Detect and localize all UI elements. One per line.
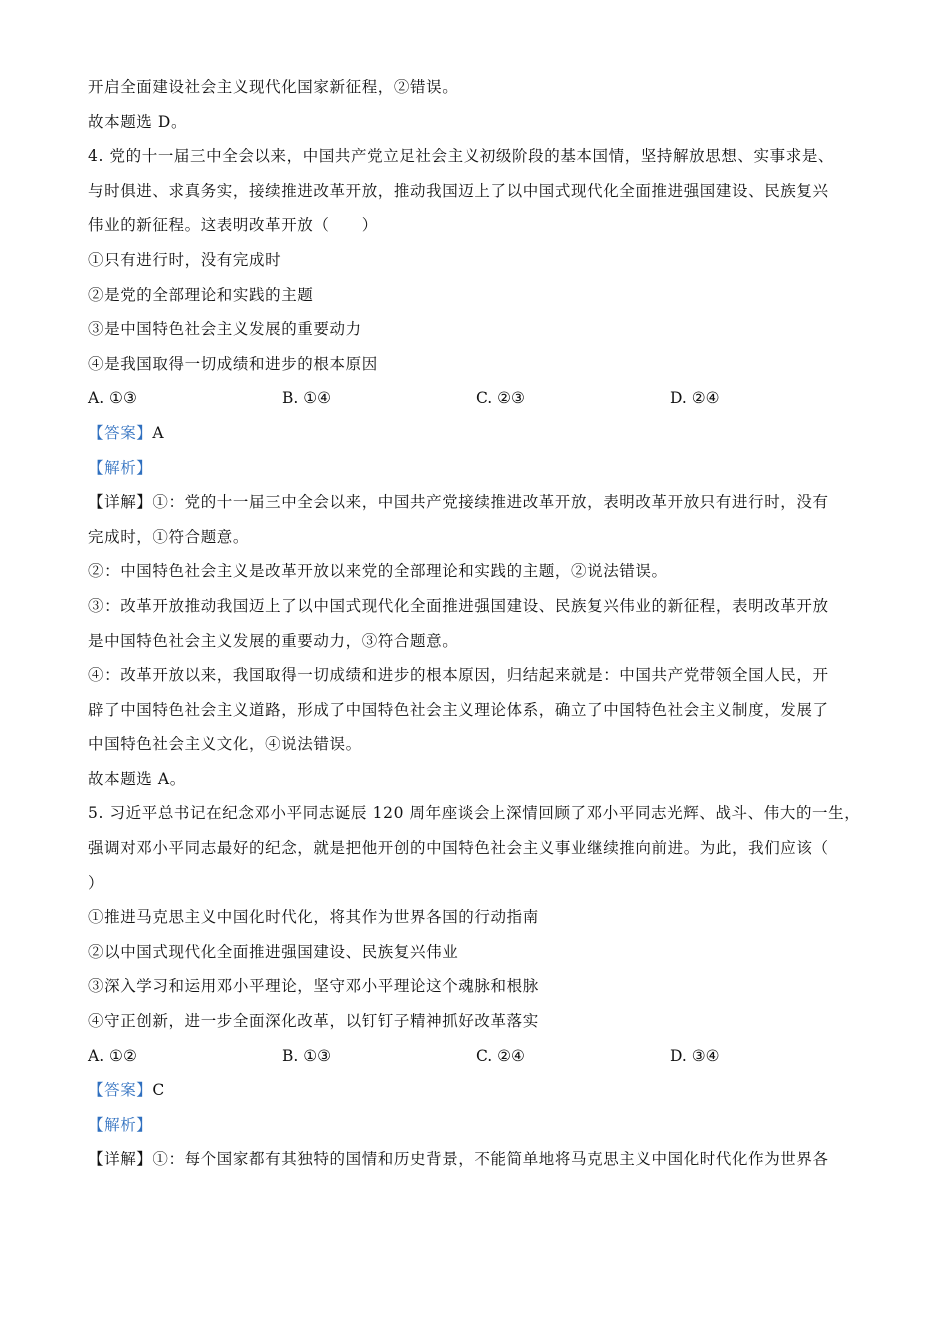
answer-tag: 【答案】 bbox=[88, 1081, 153, 1100]
detail-line: 辟了中国特色社会主义道路，形成了中国特色社会主义理论体系，确立了中国特色社会主义制度，发展了 bbox=[88, 700, 829, 719]
option-d: D. ③④ bbox=[670, 1046, 720, 1065]
conclusion-line: 故本题选 A。 bbox=[88, 769, 186, 788]
statement-1: ①推进马克思主义中国化时代化，将其作为世界各国的行动指南 bbox=[88, 908, 539, 927]
answer-value: C bbox=[152, 1081, 165, 1100]
detail-text: ①：党的十一届三中全会以来，中国共产党接续推进改革开放，表明改革开放只有进行时，没有 bbox=[152, 493, 829, 512]
detail-tag: 【详解】 bbox=[88, 1150, 153, 1169]
answer-options bbox=[88, 1039, 868, 1074]
detail-line: ④：改革开放以来，我国取得一切成绩和进步的根本原因，归结起来就是：中国共产党带领全国人民，开 bbox=[88, 666, 829, 685]
statement-1: ①只有进行时，没有完成时 bbox=[88, 250, 282, 269]
detail-line: 是中国特色社会主义发展的重要动力，③符合题意。 bbox=[88, 631, 459, 650]
option-a: A. ①③ bbox=[88, 389, 137, 408]
detail-line bbox=[88, 485, 868, 520]
analysis-tag: 【解析】 bbox=[88, 458, 153, 477]
statement-4: ④守正创新，进一步全面深化改革，以钉钉子精神抓好改革落实 bbox=[88, 1012, 539, 1031]
question-stem-line: 5. 习近平总书记在纪念邓小平同志诞辰 120 周年座谈会上深情回顾了邓小平同志光辉、战斗、伟大的一生， bbox=[88, 804, 861, 823]
answer-line bbox=[88, 416, 868, 451]
option-a: A. ①② bbox=[88, 1046, 137, 1065]
document-page bbox=[88, 70, 868, 1177]
analysis-line bbox=[88, 1108, 868, 1143]
statement-3: ③深入学习和运用邓小平理论，坚守邓小平理论这个魂脉和根脉 bbox=[88, 977, 539, 996]
statement-2: ②以中国式现代化全面推进强国建设、民族复兴伟业 bbox=[88, 942, 459, 961]
question-stem-line: ） bbox=[88, 873, 105, 892]
detail-text: ①：每个国家都有其独特的国情和历史背景，不能简单地将马克思主义中国化时代化作为世界各 bbox=[152, 1150, 829, 1169]
answer-value: A bbox=[152, 423, 165, 442]
detail-line: 中国特色社会主义文化，④说法错误。 bbox=[88, 735, 362, 754]
detail-line: ③：改革开放推动我国迈上了以中国式现代化全面推进强国建设、民族复兴伟业的新征程，表明改革开放 bbox=[88, 596, 829, 615]
analysis-tag: 【解析】 bbox=[88, 1115, 153, 1134]
statement-4: ④是我国取得一切成绩和进步的根本原因 bbox=[88, 354, 378, 373]
detail-line: ②：中国特色社会主义是改革开放以来党的全部理论和实践的主题，②说法错误。 bbox=[88, 562, 668, 581]
question-5 bbox=[88, 796, 868, 1177]
option-c: C. ②④ bbox=[476, 1046, 525, 1065]
option-d: D. ②④ bbox=[670, 389, 720, 408]
analysis-line bbox=[88, 451, 868, 486]
answer-tag: 【答案】 bbox=[88, 423, 153, 442]
detail-tag: 【详解】 bbox=[88, 493, 153, 512]
question-stem-line: 4. 党的十一届三中全会以来，中国共产党立足社会主义初级阶段的基本国情，坚持解放思想、实事求是、 bbox=[88, 147, 835, 166]
option-b: B. ①④ bbox=[282, 389, 332, 408]
option-c: C. ②③ bbox=[476, 389, 525, 408]
statement-3: ③是中国特色社会主义发展的重要动力 bbox=[88, 320, 362, 339]
option-b: B. ①③ bbox=[282, 1046, 332, 1065]
detail-line bbox=[88, 1142, 868, 1177]
text-line: 开启全面建设社会主义现代化国家新征程，②错误。 bbox=[88, 78, 459, 96]
statement-2: ②是党的全部理论和实践的主题 bbox=[88, 285, 314, 304]
question-stem-line: 伟业的新征程。这表明改革开放（ ） bbox=[88, 216, 378, 235]
question-stem-line: 强调对邓小平同志最好的纪念，就是把他开创的中国特色社会主义事业继续推向前进。为此，我们应该（ bbox=[88, 839, 829, 858]
detail-line: 完成时，①符合题意。 bbox=[88, 527, 250, 546]
answer-options bbox=[88, 381, 868, 416]
question-4 bbox=[88, 139, 868, 796]
answer-line bbox=[88, 1073, 868, 1108]
question-stem-line: 与时俱进、求真务实，接续推进改革开放，推动我国迈上了以中国式现代化全面推进强国建设、民族复兴 bbox=[88, 181, 829, 200]
conclusion-line: 故本题选 D。 bbox=[88, 112, 188, 131]
